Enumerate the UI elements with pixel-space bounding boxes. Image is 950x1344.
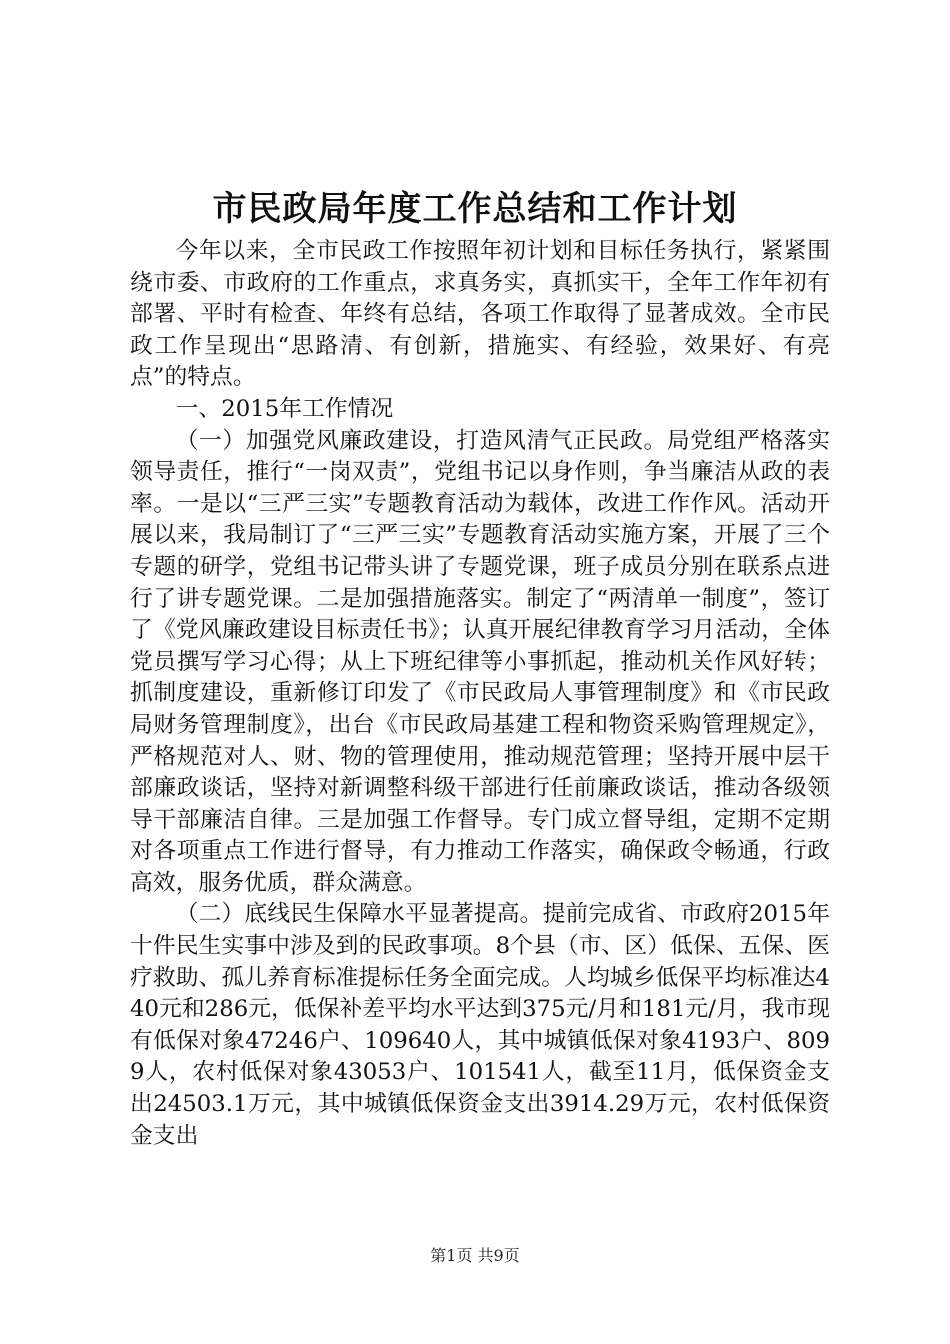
section-1-paragraph: （一）加强党风廉政建设，打造风清气正民政。局党组严格落实领导责任，推行“一岗双责”，党组书记以身作则，争当廉洁从政的表率。一是以“三严三实”专题教育活动为载体，改进工作作风。活动开展以来，我局制订了“三严三实”专题教育活动实施方案，开展了三个专题的研学，党组书记带头讲了专题党课，班子成员分别在联系点进行了讲专题党课。二是加强措施落实。制定了“两清单一制度”，签订了《党风廉政建设目标责任书》；认真开展纪律教育学习月活动，全体党员撰写学习心得；从上下班纪律等小事抓起，推动机关作风好转；抓制度建设，重新修订印发了《市民政局人事管理制度》和《市民政局财务管理制度》，出台《市民政局基建工程和物资采购管理规定》，严格规范对人、财、物的管理使用，推动规范管理；坚持开展中层干部廉政谈话，坚持对新调整科级干部进行任前廉政谈话，推动各级领导干部廉洁自律。三是加强工作督导。专门成立督导组，定期不定期对各项重点工作进行督导，有力推动工作落实，确保政令畅通，行政高效，服务优质，群众满意。	[130, 427, 830, 896]
document-body	[130, 236, 830, 1152]
section-2-paragraph: （二）底线民生保障水平显著提高。提前完成省、市政府2015年十件民生实事中涉及到的民政事项。8个县（市、区）低保、五保、医疗救助、孤儿养育标准提标任务全面完成。人均城乡低保平均标准达440元和286元，低保补差平均水平达到375元/月和181元/月，我市现有低保对象47246户、109640人，其中城镇低保对象4193户、8099人，农村低保对象43053户、101541人，截至11月，低保资金支出24503.1万元，其中城镇低保资金支出3914.29万元，农村低保资金支出	[130, 901, 830, 1149]
intro-paragraph: 今年以来，全市民政工作按照年初计划和目标任务执行，紧紧围绕市委、市政府的工作重点，求真务实，真抓实干，全年工作年初有部署、平时有检查、年终有总结，各项工作取得了显著成效。全市民政工作呈现出“思路清、有创新，措施实、有经验，效果好、有亮点”的特点。	[130, 238, 830, 391]
document-title: 市民政局年度工作总结和工作计划	[212, 189, 738, 229]
section-heading: 一、2015年工作情况	[175, 395, 394, 422]
page-number: 第1页 共9页	[430, 1246, 520, 1265]
